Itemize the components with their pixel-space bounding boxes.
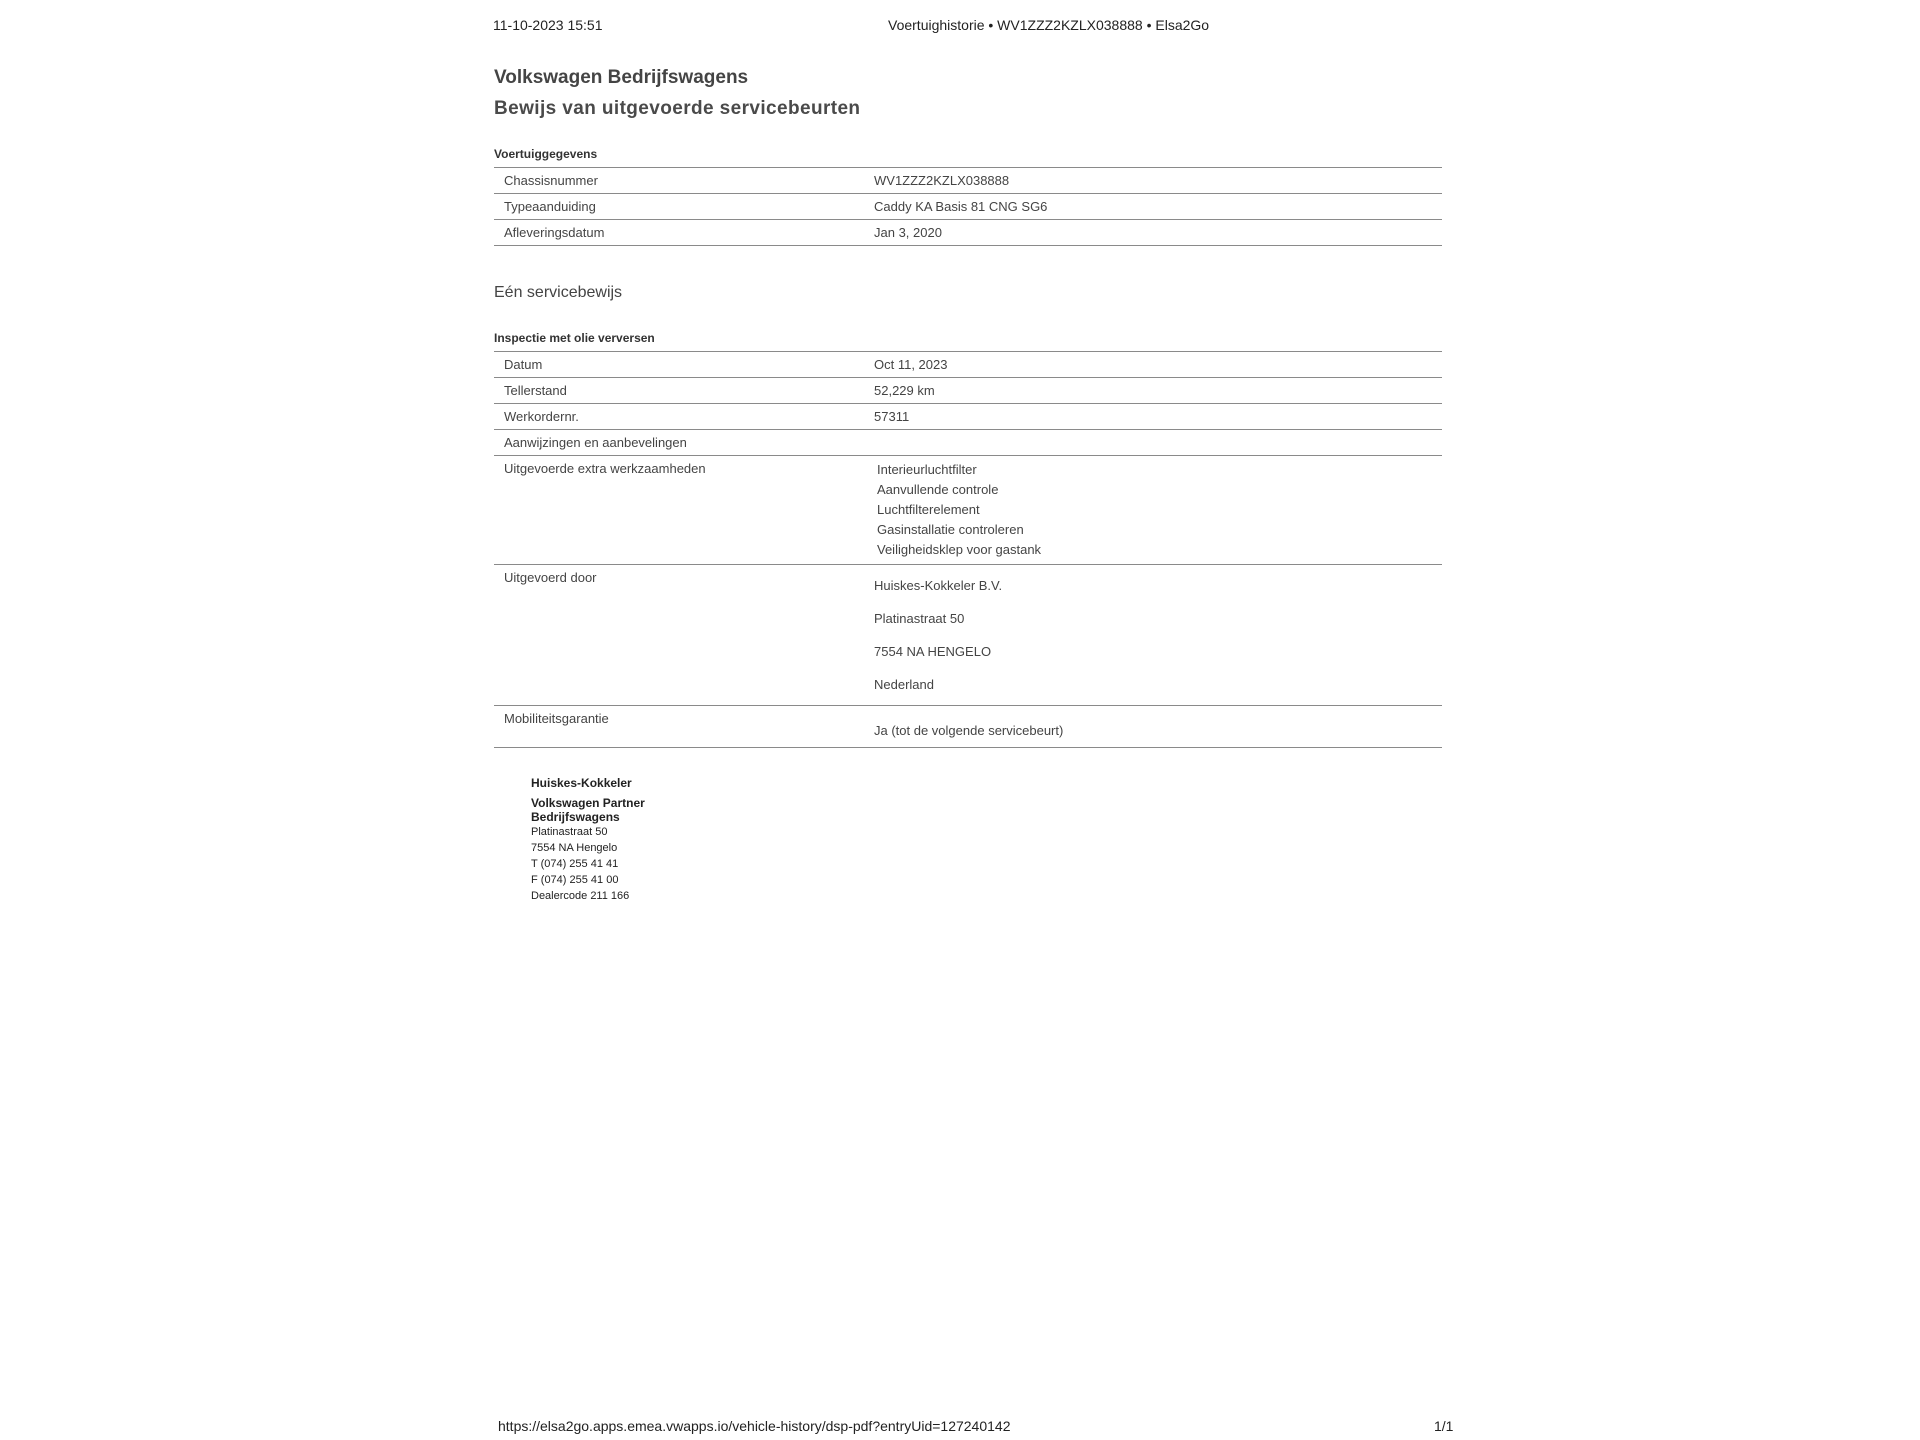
performed-by-label: Uitgevoerd door (504, 570, 597, 585)
print-header (493, 17, 1213, 37)
performed-by-address (874, 565, 1442, 706)
address-line: Platinastraat 50 (874, 611, 965, 626)
mobility-label: Mobiliteitsgarantie (504, 711, 609, 726)
type-value: Caddy KA Basis 81 CNG SG6 (874, 199, 1048, 214)
dealer-fax: F (074) 255 41 00 (531, 874, 619, 886)
print-title: Voertuighistorie • WV1ZZZ2KZLX038888 • Elsa2Go (888, 17, 1210, 33)
odometer-value: 52,229 km (874, 383, 935, 398)
list-item: Luchtfilterelement (877, 502, 980, 517)
table-row (494, 194, 1442, 220)
list-item: Interieurluchtfilter (877, 462, 977, 477)
dealer-name: Huiskes-Kokkeler (531, 776, 632, 790)
table-row (494, 168, 1442, 194)
table-row (494, 430, 1442, 456)
mobility-value: Ja (tot de volgende servicebeurt) (874, 723, 1064, 738)
dealer-code: Dealercode 211 166 (531, 890, 630, 902)
dealer-city: 7554 NA Hengelo (531, 842, 618, 854)
recommendations-value (874, 430, 1442, 456)
extra-work-label: Uitgevoerde extra werkzaamheden (504, 461, 706, 476)
table-row (494, 378, 1442, 404)
service-heading: Eén servicebewijs (494, 284, 623, 301)
dealer-phone: T (074) 255 41 41 (531, 858, 619, 870)
dealer-partner-line: Volkswagen Partner (531, 796, 645, 810)
table-row (494, 456, 1442, 565)
brand-title: Volkswagen Bedrijfswagens (494, 67, 749, 88)
extra-work-list (874, 456, 1442, 565)
list-item: Aanvullende controle (877, 482, 999, 497)
list-item: Gasinstallatie controleren (877, 522, 1024, 537)
service-section-label: Inspectie met olie verversen (494, 331, 655, 345)
service-table (494, 351, 1442, 748)
dealer-stamp (531, 775, 731, 904)
vehicle-table (494, 167, 1442, 246)
date-label: Datum (504, 357, 543, 372)
address-line: Nederland (874, 677, 934, 692)
address-line: Huiskes-Kokkeler B.V. (874, 578, 1003, 593)
table-row (494, 220, 1442, 246)
workorder-label: Werkordernr. (504, 409, 579, 424)
service-document (494, 62, 1442, 748)
list-item: Veiligheidsklep voor gastank (877, 542, 1042, 557)
chassis-label: Chassisnummer (504, 173, 598, 188)
print-date: 11-10-2023 15:51 (493, 17, 603, 33)
vehicle-section-label: Voertuiggegevens (494, 147, 598, 161)
document-subtitle: Bewijs van uitgevoerde servicebeurten (494, 98, 861, 119)
source-url: https://elsa2go.apps.emea.vwapps.io/vehicle-history/dsp-pdf?entryUid=127240142 (498, 1418, 1011, 1434)
page-number: 1/1 (1434, 1418, 1454, 1434)
chassis-value: WV1ZZZ2KZLX038888 (874, 173, 1010, 188)
address-line: 7554 NA HENGELO (874, 644, 992, 659)
dealer-street: Platinastraat 50 (531, 826, 608, 838)
table-row (494, 352, 1442, 378)
recommendations-label: Aanwijzingen en aanbevelingen (504, 435, 687, 450)
type-label: Typeaanduiding (504, 199, 596, 214)
delivery-date-value: Jan 3, 2020 (874, 225, 942, 240)
table-row (494, 706, 1442, 748)
dealer-partner-line: Bedrijfswagens (531, 810, 620, 824)
date-value: Oct 11, 2023 (874, 357, 948, 372)
delivery-date-label: Afleveringsdatum (504, 225, 605, 240)
table-row (494, 404, 1442, 430)
table-row (494, 565, 1442, 706)
workorder-value: 57311 (874, 409, 910, 424)
odometer-label: Tellerstand (504, 383, 567, 398)
